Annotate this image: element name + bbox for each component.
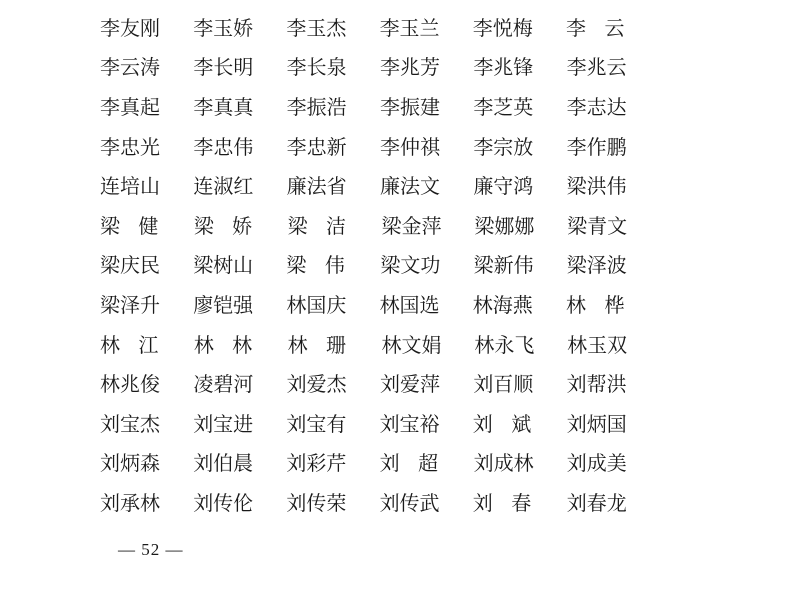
- person-name: 刘伯晨: [193, 451, 254, 476]
- person-name: 梁泽升: [100, 292, 160, 317]
- person-name: 梁 伟: [286, 253, 345, 278]
- person-name: 李芝英: [473, 94, 534, 119]
- person-name: 李振浩: [286, 94, 347, 119]
- person-name: 刘炳国: [566, 411, 627, 436]
- person-name: 连淑红: [193, 174, 254, 199]
- person-name: 刘传武: [379, 490, 440, 515]
- name-row: [100, 325, 660, 365]
- person-name: 李长泉: [286, 55, 347, 80]
- person-name: 刘成林: [473, 451, 534, 476]
- person-name: 李玉兰: [379, 15, 440, 40]
- person-name: 刘承林: [100, 490, 160, 515]
- person-name: 刘炳森: [100, 451, 160, 476]
- person-name: 林 江: [100, 332, 159, 357]
- person-name: 梁青文: [567, 213, 628, 238]
- name-row: [100, 48, 660, 88]
- person-name: 刘传伦: [193, 490, 254, 515]
- person-name: 林 林: [193, 332, 253, 357]
- person-name: 李忠新: [286, 134, 347, 159]
- person-name: 刘百顺: [473, 372, 534, 397]
- person-name: 刘 春: [472, 490, 532, 515]
- name-row: [100, 206, 660, 246]
- person-name: 刘 斌: [472, 411, 532, 436]
- person-name: 刘帮洪: [566, 372, 627, 397]
- person-name: 林国选: [379, 292, 440, 317]
- person-name: 廉法省: [286, 174, 347, 199]
- name-row: [100, 285, 660, 325]
- name-row: [100, 444, 660, 484]
- person-name: 刘宝进: [193, 411, 254, 436]
- person-name: 刘爱萍: [379, 372, 440, 397]
- person-name: 廉守鸿: [473, 174, 534, 199]
- person-name: 刘成美: [566, 451, 627, 476]
- person-name: 刘宝有: [286, 411, 347, 436]
- person-name: 梁泽波: [566, 253, 627, 278]
- person-name: 李友刚: [100, 15, 160, 40]
- page-number: — 52 —: [118, 540, 184, 559]
- person-name: 李振建: [379, 94, 440, 119]
- name-list-grid: [100, 8, 660, 523]
- person-name: 刘传荣: [286, 490, 347, 515]
- person-name: 李作鹏: [566, 134, 627, 159]
- person-name: 廖铠强: [193, 292, 254, 317]
- person-name: 李兆芳: [379, 55, 440, 80]
- person-name: 梁 娇: [193, 213, 253, 238]
- person-name: 李忠伟: [193, 134, 254, 159]
- person-name: 刘宝裕: [379, 411, 440, 436]
- person-name: 李云涛: [100, 55, 160, 80]
- person-name: 梁 健: [100, 213, 159, 238]
- person-name: 林国庆: [286, 292, 347, 317]
- person-name: 刘爱杰: [286, 372, 347, 397]
- person-name: 李悦梅: [472, 15, 533, 40]
- person-name: 梁庆民: [100, 253, 160, 278]
- name-row: [100, 127, 660, 167]
- name-row: [100, 246, 660, 286]
- person-name: 李仲祺: [379, 134, 440, 159]
- name-row: [100, 8, 660, 48]
- person-name: 林海燕: [472, 292, 533, 317]
- person-name: 李玉杰: [286, 15, 347, 40]
- person-name: 林兆俊: [100, 372, 160, 397]
- person-name: 李真起: [100, 94, 160, 119]
- name-row: [100, 483, 660, 523]
- person-name: 李兆锋: [473, 55, 534, 80]
- person-name: 刘春龙: [566, 490, 627, 515]
- person-name: 梁文功: [380, 253, 441, 278]
- person-name: 梁洪伟: [566, 174, 627, 199]
- person-name: 李志达: [566, 94, 627, 119]
- person-name: 李 云: [565, 15, 625, 40]
- name-row: [100, 364, 660, 404]
- person-name: 梁新伟: [473, 253, 534, 278]
- name-row: [100, 166, 660, 206]
- person-name: 凌碧河: [193, 372, 254, 397]
- person-name: 林玉双: [567, 332, 628, 357]
- person-name: 刘 超: [379, 451, 439, 476]
- person-name: 李真真: [193, 94, 254, 119]
- person-name: 刘彩芹: [286, 451, 347, 476]
- person-name: 李玉娇: [193, 15, 254, 40]
- person-name: 连培山: [100, 174, 160, 199]
- name-row: [100, 87, 660, 127]
- person-name: 李兆云: [566, 55, 627, 80]
- person-name: 李宗放: [473, 134, 534, 159]
- person-name: 梁树山: [193, 253, 254, 278]
- person-name: 梁 洁: [287, 213, 346, 238]
- person-name: 林 桦: [565, 292, 625, 317]
- person-name: 李忠光: [100, 134, 160, 159]
- person-name: 梁金萍: [381, 213, 442, 238]
- person-name: 李长明: [193, 55, 254, 80]
- person-name: 廉法文: [379, 174, 440, 199]
- person-name: 林 珊: [287, 332, 346, 357]
- person-name: 梁娜娜: [474, 213, 535, 238]
- person-name: 林永飞: [474, 332, 535, 357]
- name-row: [100, 404, 660, 444]
- person-name: 林文娟: [381, 332, 442, 357]
- person-name: 刘宝杰: [100, 411, 160, 436]
